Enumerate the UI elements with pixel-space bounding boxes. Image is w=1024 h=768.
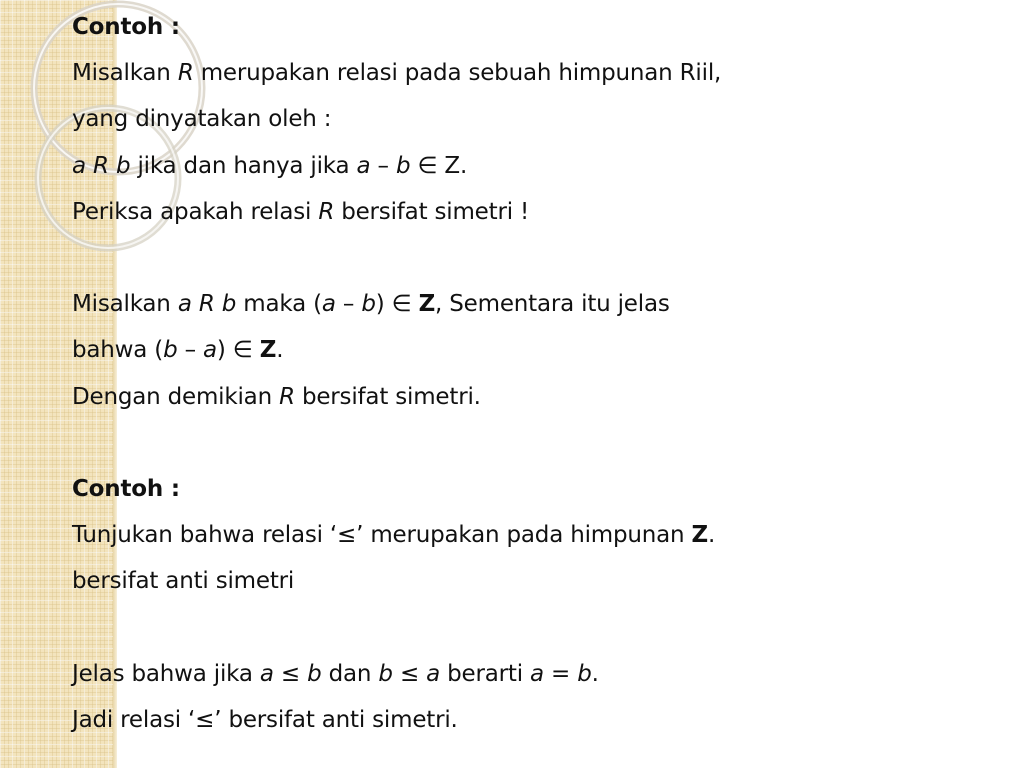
blank-line <box>72 604 972 650</box>
example-1-proof-line-1: Misalkan a R b maka (a – b) ∈ Z, Sementara itu jelas <box>72 291 670 318</box>
example-heading-1: Contoh : <box>72 14 180 40</box>
example-1-relation-definition: a R b jika dan hanya jika a – b ∈ Z. <box>72 152 468 179</box>
example-2-proof-line-1: Jelas bahwa jika a ≤ b dan b ≤ a berarti a = b. <box>72 660 599 687</box>
example-2-statement-line-2: bersifat anti simetri <box>72 568 295 595</box>
example-heading-2: Contoh : <box>72 475 180 502</box>
blank-line <box>72 235 972 281</box>
blank-line <box>72 420 972 466</box>
example-2-statement-line-1: Tunjukan bahwa relasi ‘≤’ merupakan pada himpunan Z. <box>72 522 716 549</box>
example-1-statement-line-1: Misalkan R merupakan relasi pada sebuah himpunan Riil, <box>72 60 722 87</box>
example-1-statement-line-2: yang dinyatakan oleh : <box>72 106 332 133</box>
slide-content <box>72 4 972 743</box>
example-1-question: Periksa apakah relasi R bersifat simetri ! <box>72 198 530 225</box>
example-1-conclusion: Dengan demikian R bersifat simetri. <box>72 383 481 410</box>
example-1-proof-line-2: bahwa (b – a) ∈ Z. <box>72 337 284 364</box>
example-2-conclusion: Jadi relasi ‘≤’ bersifat anti simetri. <box>72 706 458 733</box>
